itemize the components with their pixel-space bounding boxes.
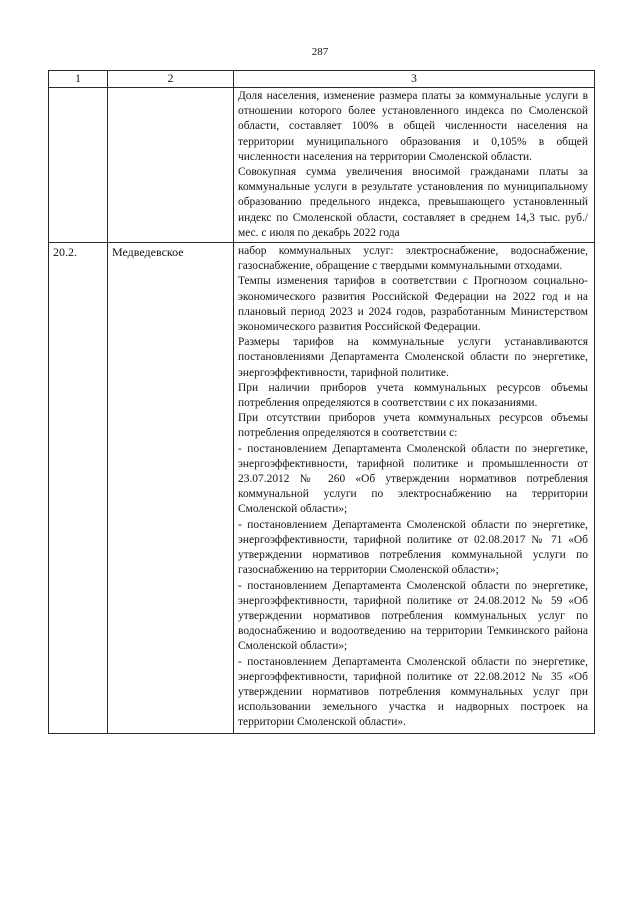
table-row-continuation (49, 88, 595, 243)
paragraph: Темпы изменения тарифов в соответствии с Прогнозом социально-экономического развития Российской Федерации на 2022 год и на плановый период 2023 и 2024 годов, разработанным Министерством экономического развития Российской Федерации. (238, 275, 588, 334)
paragraph: Совокупная сумма увеличения вносимой гражданами платы за коммунальные услуги в результате установления по муниципальному образованию предельного индекса, превышающего установленный индекс по Смоленской области, составляет в среднем 14,3 тыс. руб./мес. с июля по декабрь 2022 года (238, 166, 588, 239)
paragraph: - постановлением Департамента Смоленской области по энергетике, энергоэффективности, тарифной политике от 24.08.2012 № 59 «Об утверждении нормативов потребления коммунальных услуг по водоснабжению и водоотведению на территории Темкинского района Смоленской области»; (238, 579, 588, 653)
paragraph: - постановлением Департамента Смоленской области по энергетике, энергоэффективности, тарифной политике от 02.08.2017 № 71 «Об утверждении нормативов потребления коммунальной услуги по газоснабжению на территории Смоленской области»; (238, 518, 588, 577)
header-col-1: 1 (49, 71, 108, 88)
description-cell (234, 243, 595, 734)
paragraph: - постановлением Департамента Смоленской области по энергетике, энергоэффективности, тарифной политике и промышленности от 23.07.2012 № 260 «Об утверждении нормативов потребления коммунальной услуги по электроснабжению на территории Смоленской области»; (238, 442, 588, 516)
tariff-table (48, 70, 595, 734)
continuation-text-cell (234, 88, 595, 243)
paragraph: Размеры тарифов на коммунальные услуги устанавливаются постановлениями Департамента Смоленской области по энергетике, энергоэффективности, тарифной политике. (238, 336, 588, 379)
paragraph: набор коммунальных услуг: электроснабжение, водоснабжение, газоснабжение, обращение с твердыми коммунальными отходами. (238, 245, 588, 273)
paragraph: - постановлением Департамента Смоленской области по энергетике, энергоэффективности, тарифной политике от 22.08.2012 № 35 «Об утверждении нормативов потребления коммунальных услуг при использовании земельного участка и надворных построек на территории Смоленской области». (238, 655, 588, 729)
header-col-3: 3 (234, 71, 595, 88)
paragraph: При отсутствии приборов учета коммунальных ресурсов объемы потребления определяются в соответствии с: (238, 412, 588, 440)
table-header-row (49, 71, 595, 88)
empty-number-cell (49, 88, 108, 243)
paragraph: При наличии приборов учета коммунальных ресурсов объемы потребления определяются в соответствии с их показаниями. (238, 381, 588, 410)
empty-name-cell (108, 88, 234, 243)
table-row (49, 243, 595, 734)
paragraph: Доля населения, изменение размера платы за коммунальные услуги в отношении которого более установленного индекса по Смоленской области, составляет 100% в общей численности населения на территории муниципального образования и 0,105% в общей численности населения на территории Смоленской области. (238, 90, 588, 163)
settlement-name: Медведевское (108, 243, 234, 734)
page-number: 287 (311, 46, 329, 58)
row-number: 20.2. (49, 243, 108, 734)
header-col-2: 2 (108, 71, 234, 88)
